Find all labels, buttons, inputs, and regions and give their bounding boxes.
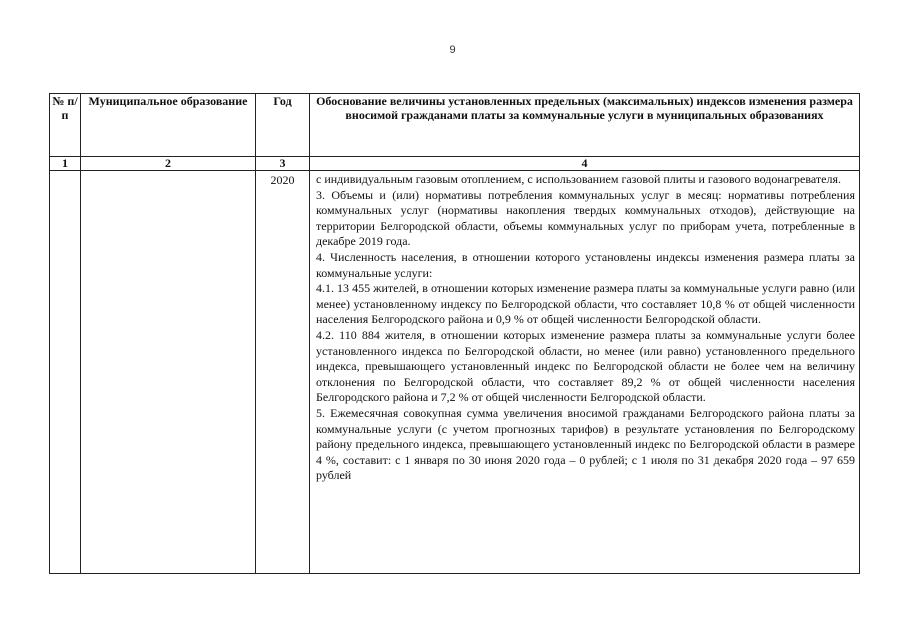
header-justification: Обоснование величины установленных предельных (максимальных) индексов изменения размера вносимой гражданами платы за коммунальные услуги в муниципальных образованиях	[310, 94, 860, 157]
justification-paragraph: 4.1. 13 455 жителей, в отношении которых изменение размера платы за коммунальные услуги равно (или менее) установленному индексу по Белгородской области, что составляет 10,8 % от общей численности населения Белгородского района и 0,9 % от общей численности Белгородской области.	[316, 281, 855, 327]
header-number: № п/п	[50, 94, 81, 157]
column-number-3: 3	[256, 157, 310, 171]
justification-paragraph: с индивидуальным газовым отоплением, с использованием газовой плиты и газового водонагревателя.	[316, 172, 841, 186]
justification-paragraph: 4.2. 110 884 жителя, в отношении которых изменение размера платы за коммунальные услуги более установленного индекса по Белгородской области, но менее (или равно) установленного предельного индекса, превышающего установленный индекс по Белгородской области не более чем на величину отклонения по Белгородской области, что составляет 89,2 % от общей численности населения Белгородского района и 7,2 % от общей численности Белгородской области.	[316, 327, 855, 405]
column-number-row	[50, 157, 860, 171]
index-justification-table	[49, 93, 860, 574]
header-year: Год	[256, 94, 310, 157]
header-municipality: Муниципальное образование	[81, 94, 256, 157]
column-number-1: 1	[50, 157, 81, 171]
row-number-cell	[50, 171, 81, 574]
justification-paragraph: 5. Ежемесячная совокупная сумма увеличения вносимой гражданами Белгородского района платы за коммунальные услуги (с учетом прогнозных тарифов) в результате установления по Белгородскому району предельного индекса, превышающего установленный индекс по Белгородской области в размере 4 %, составит: с 1 января по 30 июня 2020 года – 0 рублей; с 1 июля по 31 декабря 2020 года – 97 659 рублей	[316, 405, 855, 483]
row-year: 2020	[270, 173, 295, 187]
row-municipality-cell	[81, 171, 256, 574]
justification-text	[310, 171, 859, 484]
header-row	[50, 94, 860, 157]
row-justification-cell	[310, 171, 860, 574]
table-row	[50, 171, 860, 574]
justification-paragraph: 4. Численность населения, в отношении которого установлены индексы изменения размера платы за коммунальные услуги:	[316, 249, 855, 280]
column-number-4: 4	[310, 157, 860, 171]
justification-paragraph: 3. Объемы и (или) нормативы потребления коммунальных услуг в месяц: нормативы потребления коммунальных услуг (нормативы накопления твердых коммунальных отходов), действующие на территории Белгородской области, объемы коммунальных услуг по приборам учета, потребленные в декабре 2019 года.	[316, 187, 855, 249]
column-number-2: 2	[81, 157, 256, 171]
row-year-cell	[256, 171, 310, 574]
page-number: 9	[449, 44, 456, 56]
